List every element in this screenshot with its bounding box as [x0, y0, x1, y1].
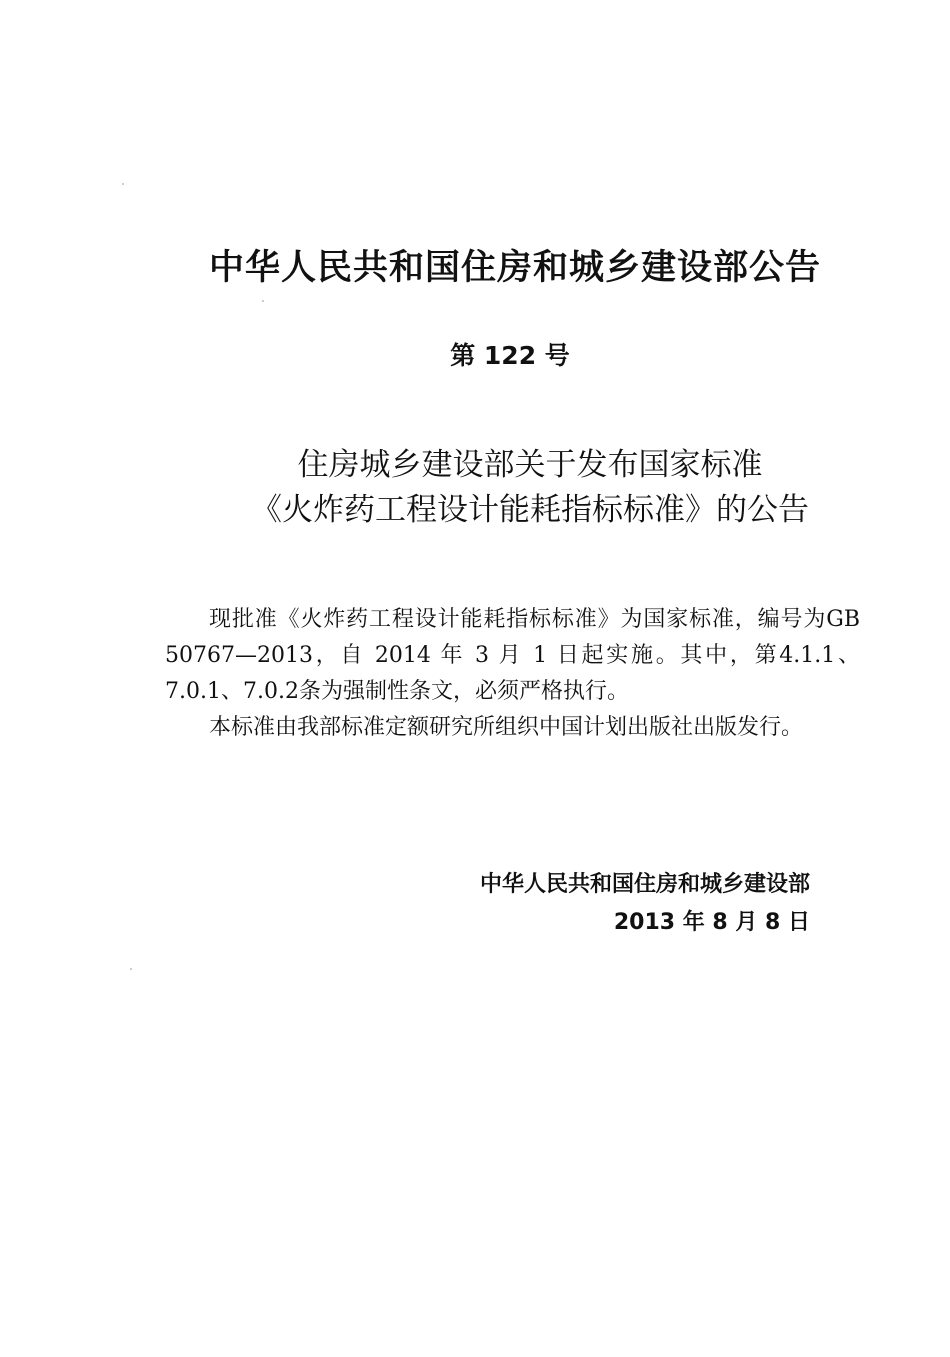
scan-speck	[262, 300, 264, 302]
scan-speck	[122, 183, 124, 185]
issue-number: 第 122 号	[450, 341, 570, 370]
body-paragraph-1: 现批准《火炸药工程设计能耗指标标准》为国家标准，编号为GB 50767—2013，自 2014 年 3 月 1 日起实施。其中，第4.1.1、7.0.1、7.0.2条为强制性条文，必须严格执行。	[165, 607, 860, 704]
agency-title: 中华人民共和国住房和城乡建设部公告	[208, 248, 821, 288]
signature-organization: 中华人民共和国住房和城乡建设部	[479, 872, 810, 897]
signature-block	[480, 866, 810, 942]
body-paragraph-2: 本标准由我部标准定额研究所组织中国计划出版社出版发行。	[209, 715, 804, 740]
scan-speck	[130, 968, 132, 970]
notice-title-line1: 住房城乡建设部关于发布国家标准	[297, 447, 763, 483]
notice-title	[0, 443, 950, 533]
notice-body	[165, 602, 860, 746]
notice-title-line2: 《火炸药工程设计能耗指标标准》的公告	[251, 492, 809, 528]
signature-date: 2013 年 8 月 8 日	[613, 910, 810, 935]
